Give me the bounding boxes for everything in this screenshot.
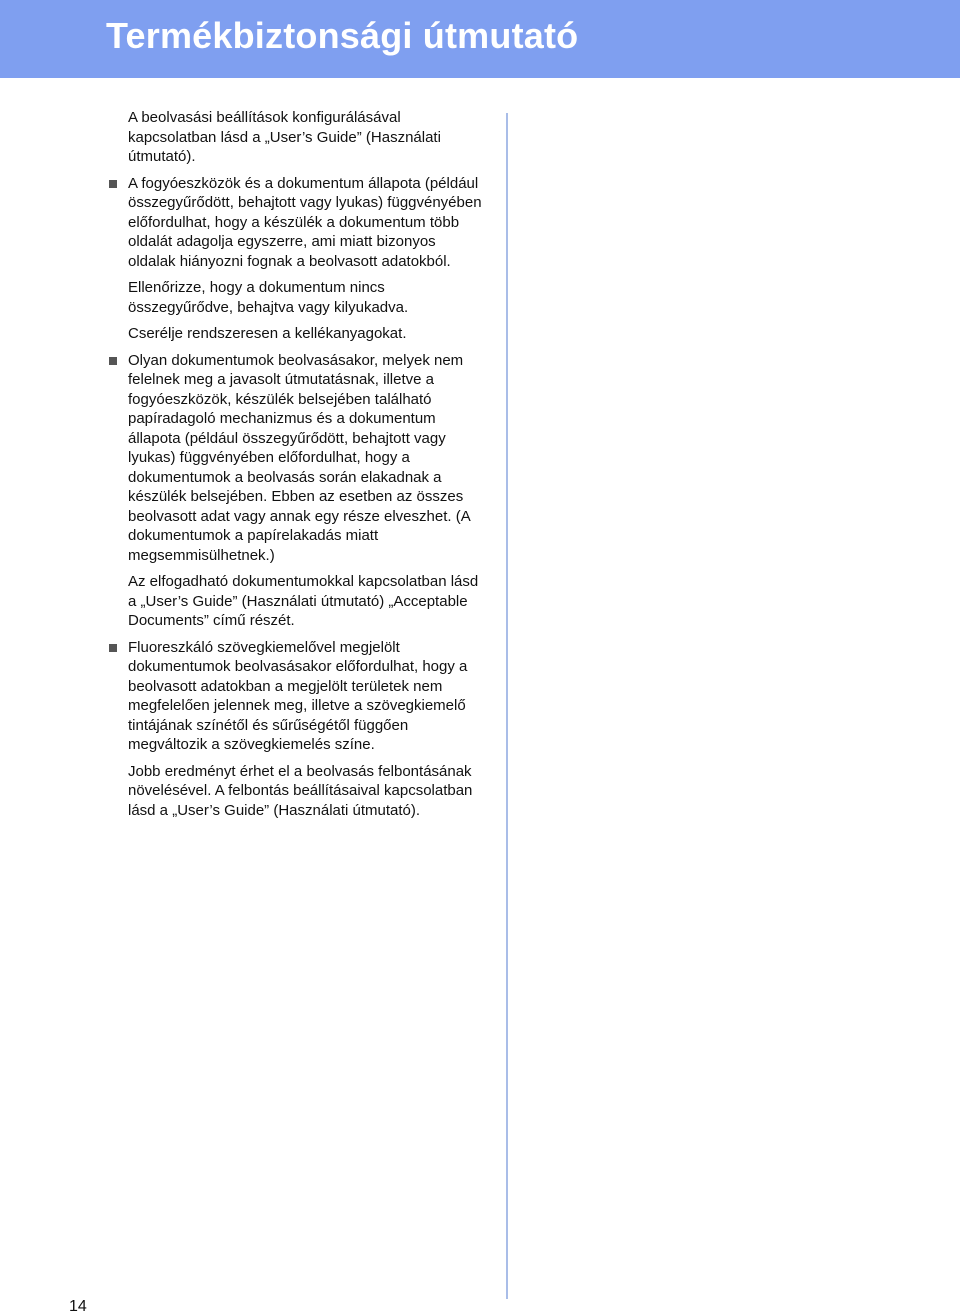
intro-paragraph: A beolvasási beállítások konfigurálásával kapcsolatban lásd a „User’s Guide” (Használati útmutató). xyxy=(128,109,441,165)
bullet-text: Olyan dokumentumok beolvasásakor, melyek nem felelnek meg a javasolt útmutatásnak, illetve a fogyóeszközök, készülék belsejében található papíradagoló mechanizmus és a dokumentum állapota (például összegyűrődött, behajtott vagy lyukas) függvényében előfordulhat, hogy a dokumentumok a beolvasás során elakadnak a készülék belsejében. Ebben az esetben az összes beolvasott adat vagy annak egy része elveszhet. (A dokumentumok a papírelakadás miatt megsemmisülhetnek.) xyxy=(128,351,470,564)
column-divider xyxy=(506,113,508,1299)
page-title: Termékbiztonsági útmutató xyxy=(106,15,579,56)
bullet-item xyxy=(128,174,484,272)
bullet-note: Cserélje rendszeresen a kellékanyagokat. xyxy=(128,325,407,342)
bullet-note: Ellenőrizze, hogy a dokumentum nincs összegyűrődve, behajtva vagy kilyukadva. xyxy=(128,279,409,316)
square-bullet-icon xyxy=(109,357,117,365)
bullet-note: Jobb eredményt érhet el a beolvasás felbontásának növelésével. A felbontás beállításaival kapcsolatban lásd a „User’s Guide” (Használati útmutató). xyxy=(128,762,473,819)
bullet-item xyxy=(128,638,484,755)
bullet-text: A fogyóeszközök és a dokumentum állapota (például összegyűrődött, behajtott vagy lyukas) függvényében előfordulhat, hogy a készülék a dokumentum több oldalát adagolja egyszerre, ami miatt bizonyos oldalak hiányozni fognak a beolvasott adatokból. xyxy=(128,174,482,270)
page-number: 14 xyxy=(69,1298,87,1315)
header-band xyxy=(0,0,960,78)
square-bullet-icon xyxy=(109,644,117,652)
bullet-item xyxy=(128,351,484,566)
square-bullet-icon xyxy=(109,180,117,188)
bullet-text: Fluoreszkáló szövegkiemelővel megjelölt dokumentumok beolvasásakor előfordulhat, hogy a beolvasott adatokban a megjelölt területek nem megfelelően jelennek meg, illetve a szövegkiemelő tintájának színétől és sűrűségétől függően megváltozik a szövegkiemelés színe. xyxy=(128,638,468,753)
main-column xyxy=(128,108,484,827)
bullet-note: Az elfogadható dokumentumokkal kapcsolatban lásd a „User’s Guide” (Használati útmutató) „Acceptable Documents” című részét. xyxy=(128,573,479,629)
